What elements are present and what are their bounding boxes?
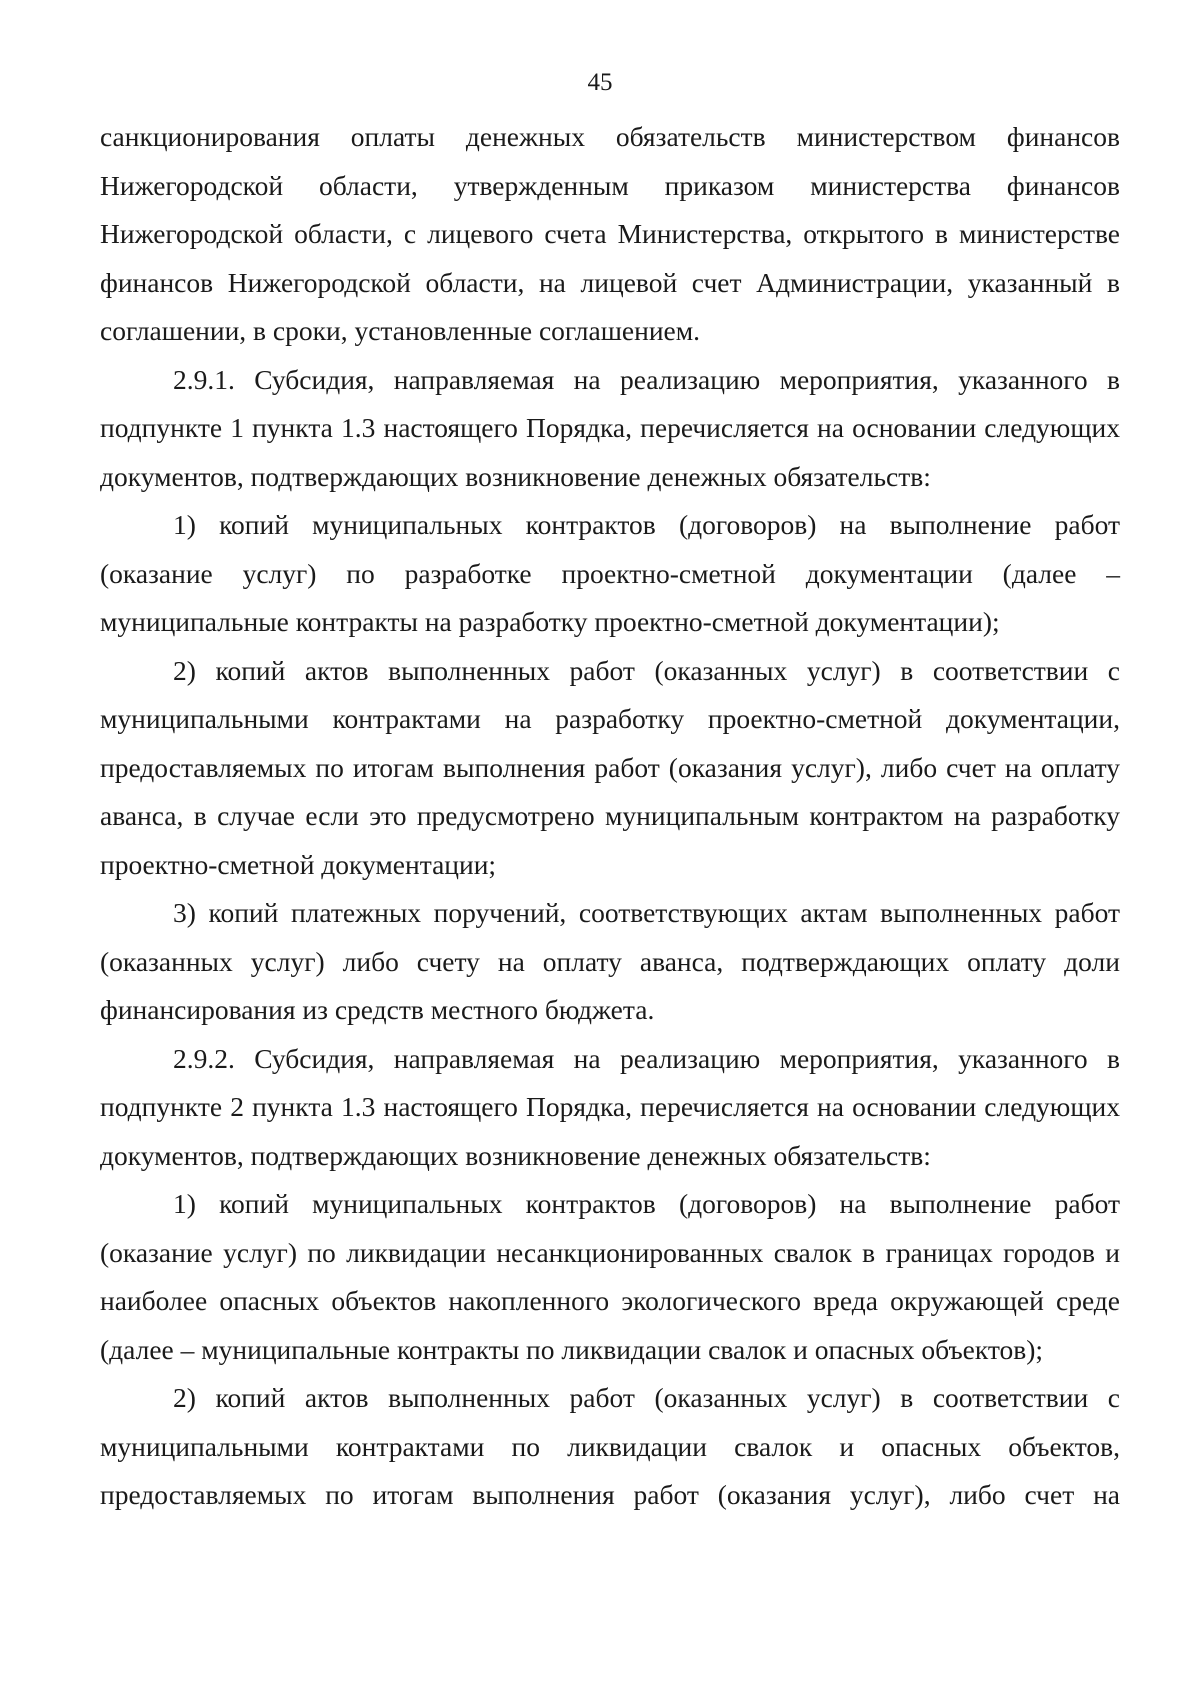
paragraph-2-9-1-item-3: 3) копий платежных поручений, соответствующих актам выполненных работ (оказанных услуг) либо счету на оплату аванса, подтверждающих оплату доли финансирования из средств местного бюджета. (100, 897, 1120, 1025)
paragraph-2-9-1: 2.9.1. Субсидия, направляемая на реализацию мероприятия, указанного в подпункте 1 пункта 1.3 настоящего Порядка, перечисляется на основании следующих документов, подтверждающих возникновение денежных обязательств: (100, 363, 1120, 492)
paragraph-2-9-2-item-2: 2) копий актов выполненных работ (оказанных услуг) в соответствии с муниципальными контрактами по ликвидации свалок и опасных объектов, предоставляемых по итогам выполнения работ (оказания услуг), либо счет на (100, 1382, 1120, 1510)
paragraph-2-9-1-item-2: 2) копий актов выполненных работ (оказанных услуг) в соответствии с муниципальными контрактами на разработку проектно-сметной документации, предоставляемых по итогам выполнения работ (оказания услуг), либо счет на оплату аванса, в случае если это предусмотрено муниципальным контрактом на разработку проектно-сметной документации; (100, 654, 1120, 880)
paragraph-continuation: санкционирования оплаты денежных обязательств министерством финансов Нижегородской области, утвержденным приказом министерства финансов Нижегородской области, с лицевого счета Министерства, открытого в министерстве финансов Нижегородской области, на лицевой счет Администрации, указанный в соглашении, в сроки, установленные соглашением. (100, 121, 1120, 346)
page-number: 45 (587, 69, 613, 96)
paragraph-2-9-2-item-1: 1) копий муниципальных контрактов (договоров) на выполнение работ (оказание услуг) по ликвидации несанкционированных свалок в границах городов и наиболее опасных объектов накопленного экологического вреда окружающей среде (далее – муниципальные контракты по ликвидации свалок и опасных объектов); (100, 1188, 1120, 1365)
paragraph-2-9-2: 2.9.2. Субсидия, направляемая на реализацию мероприятия, указанного в подпункте 2 пункта 1.3 настоящего Порядка, перечисляется на основании следующих документов, подтверждающих возникновение денежных обязательств: (100, 1042, 1120, 1171)
paragraph-2-9-1-item-1: 1) копий муниципальных контрактов (договоров) на выполнение работ (оказание услуг) по разработке проектно-сметной документации (далее – муниципальные контракты на разработку проектно-сметной документации); (100, 509, 1120, 637)
document-body (100, 113, 1120, 1520)
